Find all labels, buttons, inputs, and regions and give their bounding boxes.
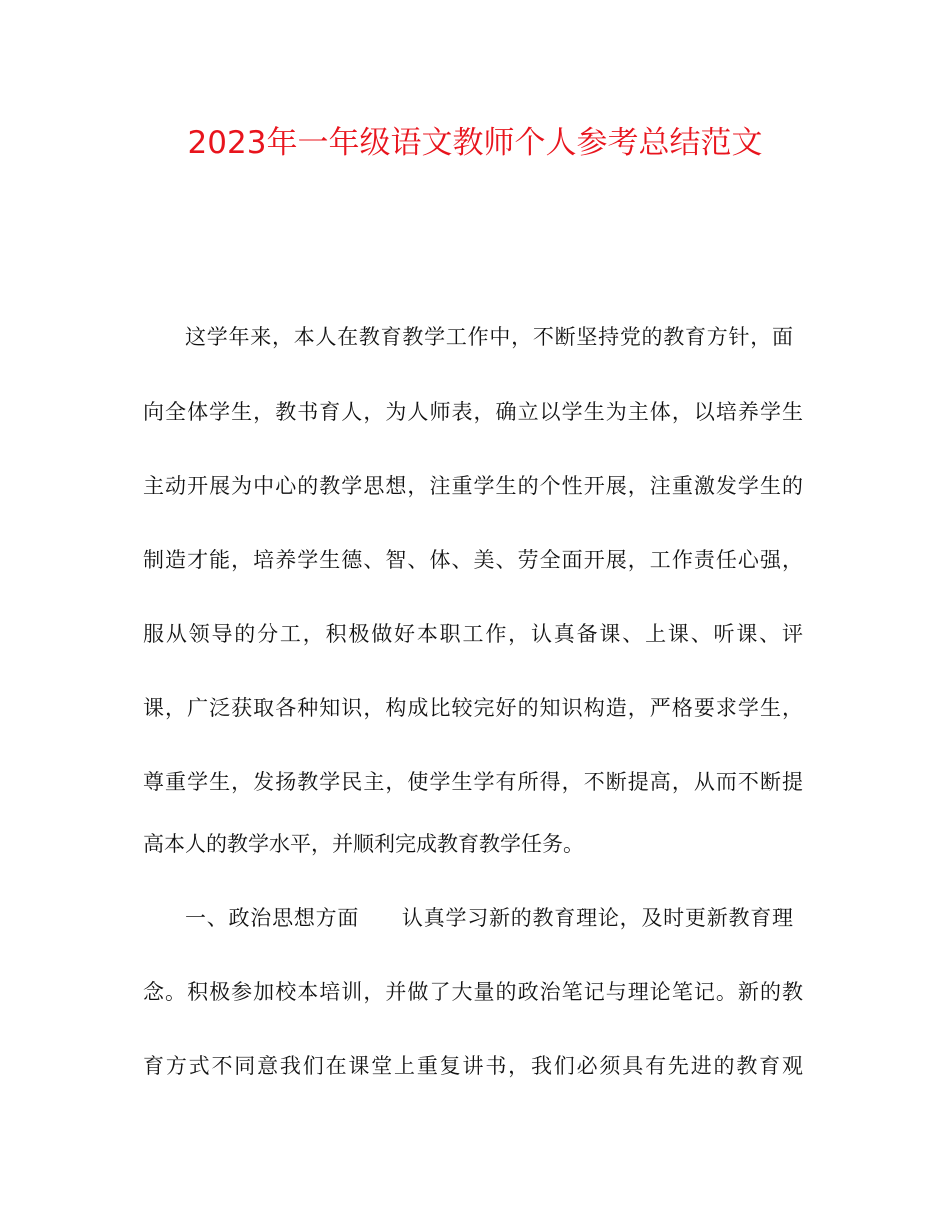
paragraph-1-line-8: 高本人的教学水平，并顺利完成教育教学任务。 bbox=[143, 832, 584, 856]
paragraph-1-line-7: 尊重学生，发扬教学民主，使学生学有所得，不断提高，从而不断提 bbox=[143, 770, 803, 794]
paragraph-1-line-5: 服从领导的分工，积极做好本职工作，认真备课、上课、听课、评 bbox=[143, 622, 803, 646]
paragraph-1-line-4: 制造才能，培养学生德、智、体、美、劳全面开展，工作责任心强， bbox=[143, 548, 803, 572]
section-heading: 一、政治思想方面 bbox=[185, 906, 360, 930]
document-title: 2023年一年级语文教师个人参考总结范文 bbox=[187, 125, 763, 161]
paragraph-2-line-1-text: 认真学习新的教育理论，及时更新教育理 bbox=[401, 906, 794, 930]
paragraph-1-line-1: 这学年来，本人在教育教学工作中，不断坚持党的教育方针，面 bbox=[185, 325, 793, 349]
paragraph-2-line-3: 育方式不同意我们在课堂上重复讲书，我们必须具有先进的教育观 bbox=[143, 1054, 803, 1078]
paragraph-2-line-1 bbox=[185, 903, 793, 933]
paragraph-1-line-2: 向全体学生，教书育人，为人师表，确立以学生为主体，以培养学生 bbox=[143, 400, 803, 424]
paragraph-1-line-3: 主动开展为中心的教学思想，注重学生的个性开展，注重激发学生的 bbox=[143, 474, 803, 498]
paragraph-2-line-2: 念。积极参加校本培训，并做了大量的政治笔记与理论笔记。新的教 bbox=[143, 980, 803, 1004]
paragraph-1-line-6: 课，广泛获取各种知识，构成比较完好的知识构造，严格要求学生， bbox=[143, 696, 803, 720]
